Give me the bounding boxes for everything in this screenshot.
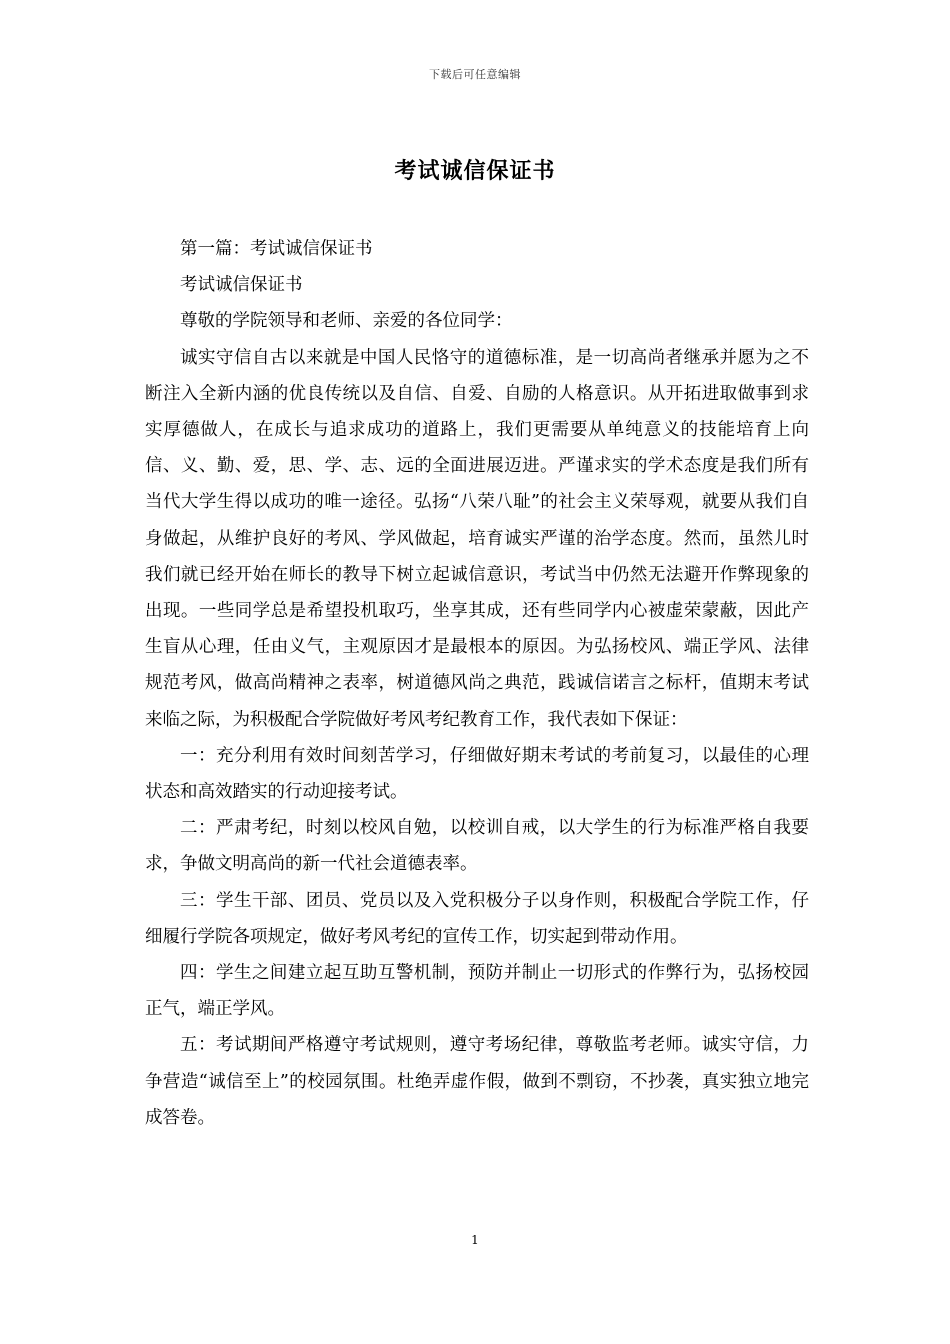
document-body xyxy=(145,231,809,1136)
paragraph-salutation: 尊敬的学院领导和老师、亲爱的各位同学： xyxy=(180,311,513,332)
paragraph-pledge-4: 四：学生之间建立起互助互警机制，预防并制止一切形式的作弊行为，弘扬校园正气，端正学风。 xyxy=(145,963,809,1020)
paragraph-intro: 诚实守信自古以来就是中国人民恪守的道德标准，是一切高尚者继承并愿为之不断注入全新内涵的优良传统以及自信、自爱、自励的人格意识。从开拓进取做事到求实厚德做人，在成长与追求成功的道路上，我们更需要从单纯意义的技能培育上向信、义、勤、爱，思、学、志、远的全面进展迈进。严谨求实的学术态度是我们所有当代大学生得以成功的唯一途径。弘扬“八荣八耻”的社会主义荣辱观，就要从我们自身做起，从维护良好的考风、学风做起，培育诚实严谨的治学态度。然而，虽然儿时我们就已经开始在师长的教导下树立起诚信意识，考试当中仍然无法避开作弊现象的出现。一些同学总是希望投机取巧，坐享其成，还有些同学内心被虚荣蒙蔽，因此产生盲从心理，任由义气，主观原因才是最根本的原因。为弘扬校风、端正学风、法律规范考风，做高尚精神之表率，树道德风尚之典范，践诚信诺言之标杆，值期末考试来临之际，为积极配合学院做好考风考纪教育工作，我代表如下保证： xyxy=(145,347,809,730)
paragraph-subtitle: 考试诚信保证书 xyxy=(180,275,303,296)
header-note: 下载后可任意编辑 xyxy=(429,68,521,81)
page-number: 1 xyxy=(471,1233,479,1247)
document-title: 考试诚信保证书 xyxy=(394,158,556,184)
paragraph-pledge-1: 一：充分利用有效时间刻苦学习，仔细做好期末考试的考前复习，以最佳的心理状态和高效踏实的行动迎接考试。 xyxy=(145,745,809,803)
paragraph-pledge-5: 五：考试期间严格遵守考试规则，遵守考场纪律，尊敬监考老师。诚实守信，力争营造“诚信至上”的校园氛围。杜绝弄虚作假，做到不剽窃，不抄袭，真实独立地完成答卷。 xyxy=(145,1035,809,1128)
paragraph-pledge-2: 二：严肃考纪，时刻以校风自勉，以校训自戒，以大学生的行为标准严格自我要求，争做文明高尚的新一代社会道德表率。 xyxy=(145,818,809,875)
paragraph-pledge-3: 三：学生干部、团员、党员以及入党积极分子以身作则，积极配合学院工作，仔细履行学院各项规定，做好考风考纪的宣传工作，切实起到带动作用。 xyxy=(145,890,809,947)
paragraph-section-heading: 第一篇：考试诚信保证书 xyxy=(180,239,373,259)
